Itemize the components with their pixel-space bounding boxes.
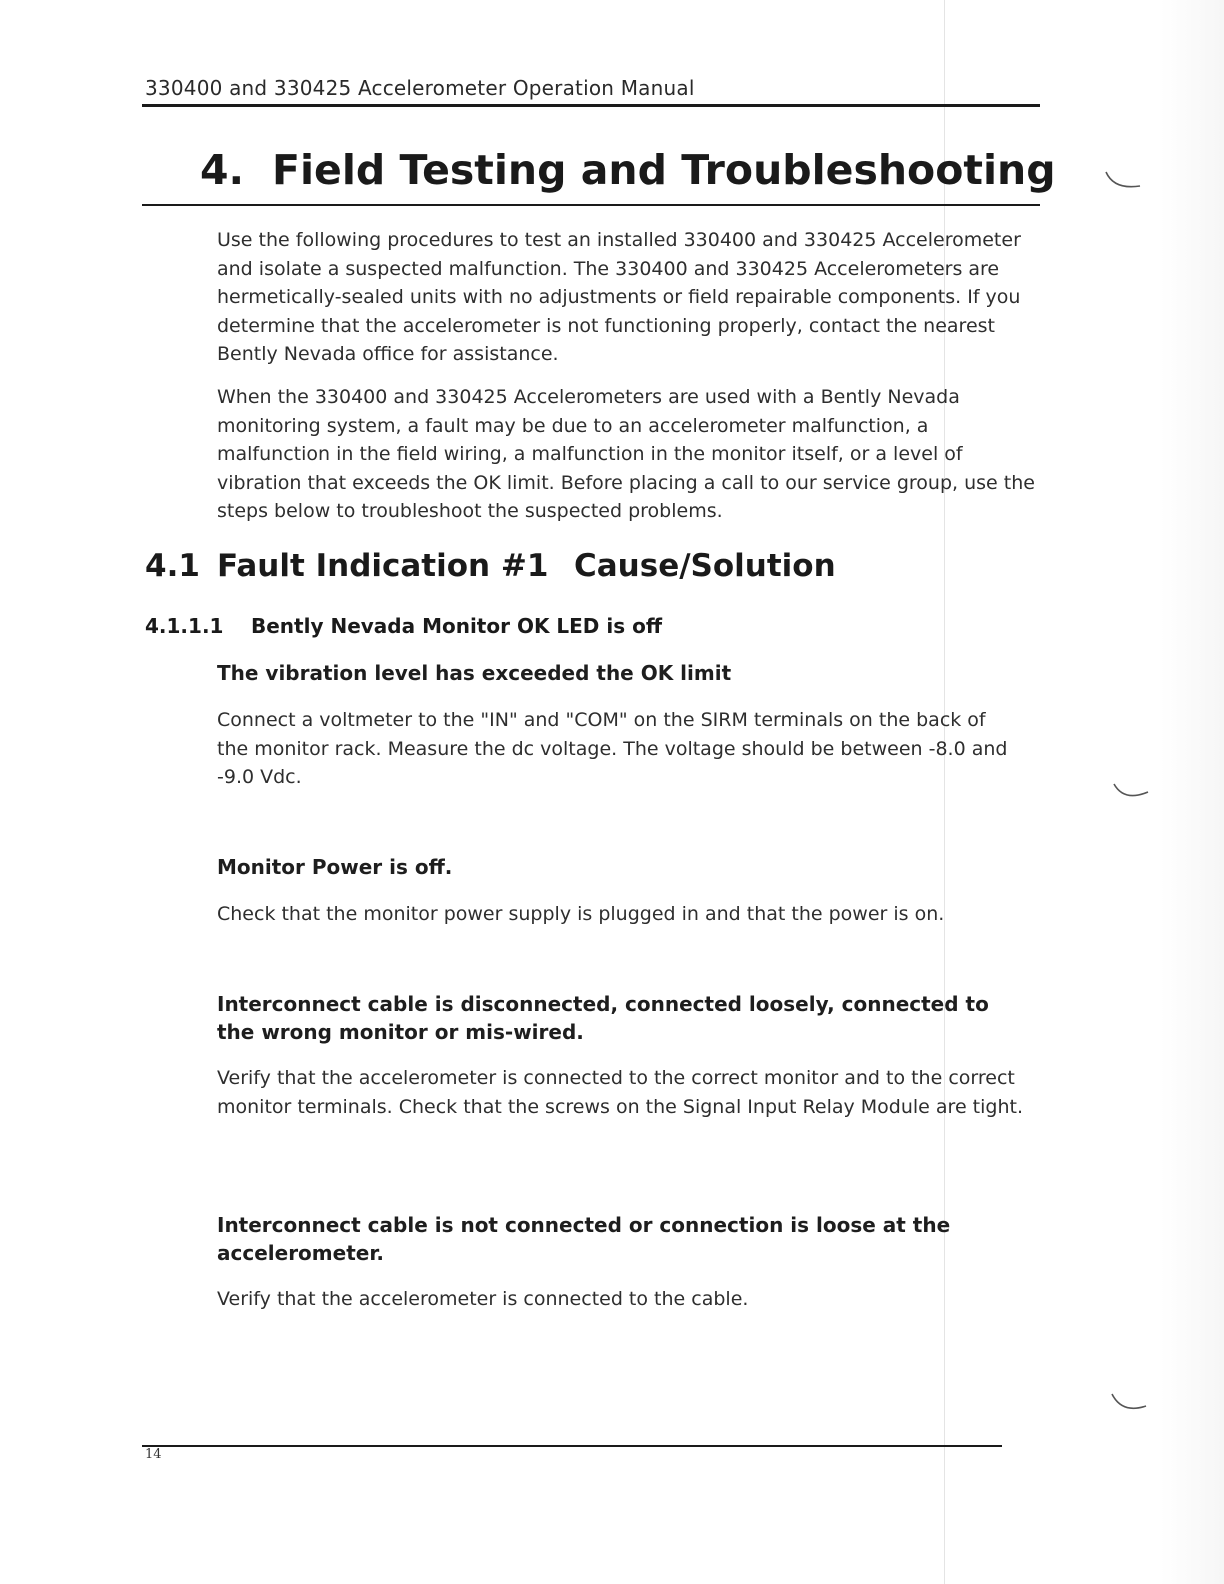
binder-hole-mark <box>1112 780 1152 806</box>
subsection-heading <box>145 614 662 638</box>
chapter-title <box>200 146 1056 194</box>
chapter-title-text: Field Testing and Troubleshooting <box>272 146 1056 194</box>
subsection-title: Bently Nevada Monitor OK LED is off <box>251 614 663 638</box>
binder-hole-mark <box>1104 168 1144 194</box>
cause-heading: Interconnect cable is not connected or connection is loose at the accelerometer. <box>217 1213 951 1265</box>
solution-text: Verify that the accelerometer is connected to the cable. <box>217 1288 749 1310</box>
cause-heading: Monitor Power is off. <box>217 855 453 879</box>
title-rule <box>142 204 1040 206</box>
section-heading <box>145 548 836 584</box>
section-right-title: Cause/Solution <box>574 548 836 584</box>
intro-paragraph: Use the following procedures to test an installed 330400 and 330425 Accelerometer and isolate a suspected malfunction. The 330400 and 330425 Accelerometers are hermetically-sealed units with no adjustments or field repairable components. If you determine that the accelerometer is not functioning properly, contact the nearest Bently Nevada office for assistance. <box>217 229 1021 365</box>
chapter-number: 4. <box>200 146 245 194</box>
page-number: 14 <box>145 1447 162 1462</box>
solution-text: Verify that the accelerometer is connected to the correct monitor and to the correct monitor terminals. Check that the screws on the Signal Input Relay Module are tight. <box>217 1067 1023 1118</box>
solution-text: Check that the monitor power supply is plugged in and that the power is on. <box>217 903 945 925</box>
binder-hole-mark <box>1110 1390 1150 1416</box>
running-header: 330400 and 330425 Accelerometer Operation Manual <box>145 76 695 100</box>
header-rule <box>142 104 1040 107</box>
section-number: 4.1 <box>145 548 200 584</box>
intro-paragraph: When the 330400 and 330425 Accelerometers are used with a Bently Nevada monitoring system, a fault may be due to an accelerometer malfunction, a malfunction in the field wiring, a malfunction in the monitor itself, or a level of vibration that exceeds the OK limit. Before placing a call to our service group, use the steps below to troubleshoot the suspected problems. <box>217 386 1035 522</box>
cause-heading: The vibration level has exceeded the OK limit <box>217 661 732 685</box>
solution-text: Connect a voltmeter to the "IN" and "COM" on the SIRM terminals on the back of the monitor rack. Measure the dc voltage. The voltage should be between -8.0 and -9.0 Vdc. <box>217 709 1008 788</box>
cause-heading: Interconnect cable is disconnected, connected loosely, connected to the wrong monitor or mis-wired. <box>217 992 989 1044</box>
footer-rule <box>142 1445 1002 1447</box>
page-edge-shadow <box>1160 0 1224 1584</box>
subsection-number: 4.1.1.1 <box>145 614 224 638</box>
section-left-title: Fault Indication #1 <box>217 548 549 584</box>
